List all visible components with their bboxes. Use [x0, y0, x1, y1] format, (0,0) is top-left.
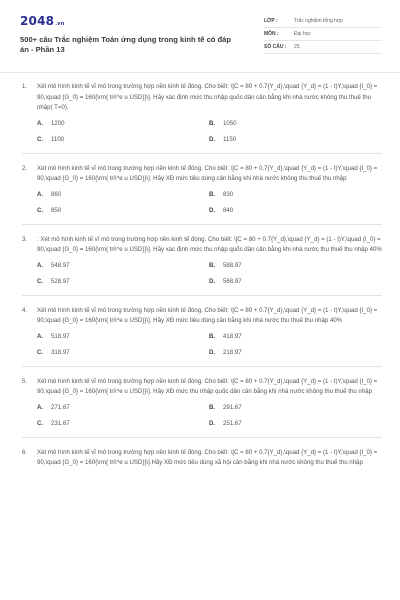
answer-option[interactable] — [37, 191, 209, 198]
answer-option[interactable] — [209, 191, 359, 198]
option-letter: C. — [37, 206, 44, 214]
question-number: 3. — [22, 235, 28, 243]
logo-suffix: .vn — [55, 21, 65, 27]
option-value: 1150 — [223, 135, 237, 143]
question-stem — [22, 306, 382, 327]
option-value: 840 — [223, 206, 234, 214]
option-value: 588.97 — [223, 261, 242, 269]
answer-option[interactable] — [209, 333, 359, 340]
answer-option[interactable] — [209, 349, 359, 356]
option-value: 850 — [51, 206, 62, 214]
option-value: 830 — [223, 190, 234, 198]
answer-option[interactable] — [209, 404, 359, 411]
option-value: 271.67 — [51, 403, 70, 411]
option-letter: B. — [209, 403, 216, 411]
meta-value: Đại học — [294, 31, 311, 37]
site-logo[interactable] — [20, 14, 235, 28]
option-value: 418.97 — [223, 332, 242, 340]
option-letter: B. — [209, 190, 216, 198]
question-text: Xét mô hình kinh tế vĩ mô trong trường hợp nền kinh tế đóng. Cho biết: \[C = 80 + 0.7{Y_d},\quad {Y_d} = (1 - t)Y,\quad {I_0} = 90,\quad {G_0} = 160{\rm{ tri\^e u USD}}\]. Hãy xác định mức thu nhập quốc dân cân bằng khi nhà nước không thu thuế thu nhập( T=0). — [37, 83, 378, 111]
option-letter: A. — [37, 190, 44, 198]
option-value: 251.67 — [223, 419, 242, 427]
question-item — [22, 306, 382, 367]
meta-row-class — [264, 15, 382, 28]
question-stem — [22, 164, 382, 185]
question-text: Xét mô hình kinh tế vĩ mô trong trường hợp nền kinh tế đóng. Cho biết: \[C = 80 + 0.7{Y_d},\quad {Y_d} = (1 - t)Y,\quad {I_0} = 90,\quad {G_0} = 160{\rm{ tri\^e u USD}}\]. Hãy XĐ mức thu nhập quốc dân cân bằng khi nhà nước không thu thuế thu nhập — [37, 377, 378, 395]
option-value: 860 — [51, 190, 62, 198]
question-number: 4. — [22, 306, 28, 314]
document-header — [20, 14, 382, 74]
option-letter: D. — [209, 348, 216, 356]
meta-label: SỐ CÂU : — [264, 44, 287, 50]
question-number: 1. — [22, 83, 28, 90]
answer-option[interactable] — [37, 404, 209, 411]
option-value: 1100 — [51, 135, 65, 143]
option-letter: C. — [37, 419, 44, 427]
question-number: 6. — [22, 448, 28, 456]
question-stem — [22, 377, 382, 398]
option-letter: A. — [37, 119, 44, 127]
option-letter: D. — [209, 419, 216, 427]
option-value: 548.97 — [51, 261, 70, 269]
answer-option[interactable] — [37, 420, 209, 427]
option-letter: B. — [209, 261, 216, 269]
meta-value: Trắc nghiệm tổng hợp — [294, 18, 343, 24]
meta-table — [264, 15, 382, 54]
answer-options — [37, 262, 382, 285]
answer-option[interactable] — [209, 278, 359, 285]
option-value: 528.97 — [51, 277, 70, 285]
option-letter: B. — [209, 119, 216, 127]
question-text: Xét mô hình kinh tế vĩ mô trong trường hợp nền kinh tế đóng. Cho biết: \[C = 80 + 0.7{Y_d},\quad {Y_d} = (1 - t)Y,\quad {I_0} = 90,\quad {G_0} = 160{\rm{ tri\^e u USD}}\].Hãy XĐ mức tiêu dùng xã hội cân bằng khi nhà nước không thu thuế thu nhập — [37, 448, 378, 466]
option-letter: D. — [209, 135, 216, 143]
meta-label: LỚP : — [264, 18, 278, 24]
question-text: Xét mô hình kinh tế vĩ mô trong trường hợp nền kinh tế đóng. Cho biết: \[C = 80 + 0.7{Y_d},\quad {Y_d} = (1 - t)Y,\quad {I_0} = 90,\quad {G_0} = 160{\rm{ tri\^e u USD}}\]. Hãy XĐ mức tiêu dùng cân bằng khi nhà nước thu thuế thu nhập 40% — [37, 306, 378, 324]
option-value: 1050 — [223, 119, 237, 127]
option-value: 291.67 — [223, 403, 242, 411]
question-item — [22, 448, 382, 479]
question-item — [22, 164, 382, 225]
meta-row-count — [264, 41, 382, 54]
option-value: 568.97 — [223, 277, 242, 285]
question-text: Xét mô hình kinh tế vĩ mô trong trường hợp nền kinh tế đóng. Cho biết: \[C = 80 + 0.7{Y_d},\quad {Y_d} = (1 - t)Y,\quad {I_0} = 90,\quad {G_0} = 160{\rm{ tri\^e u USD}}\]. Hãy XĐ mức tiêu dùng cân bằng khi nhà nước không thu thuế thu nhập — [37, 164, 378, 182]
question-stem — [22, 235, 382, 256]
answer-options — [37, 120, 382, 143]
brand-block — [20, 14, 235, 55]
option-value: 518.97 — [51, 332, 70, 340]
answer-option[interactable] — [209, 207, 359, 214]
answer-options — [37, 333, 382, 356]
answer-option[interactable] — [209, 420, 359, 427]
option-letter: C. — [37, 277, 44, 285]
meta-label: MÔN : — [264, 31, 279, 37]
answer-option[interactable] — [37, 262, 209, 269]
question-item — [22, 235, 382, 296]
option-letter: A. — [37, 403, 44, 411]
meta-value: 25 — [294, 44, 300, 50]
answer-option[interactable] — [37, 136, 209, 143]
answer-option[interactable] — [209, 120, 359, 127]
option-letter: D. — [209, 277, 216, 285]
meta-row-subject — [264, 28, 382, 41]
option-value: 1200 — [51, 119, 65, 127]
question-number: 5. — [22, 377, 28, 385]
question-item — [22, 377, 382, 438]
option-letter: A. — [37, 332, 44, 340]
answer-option[interactable] — [209, 262, 359, 269]
option-letter: C. — [37, 135, 44, 143]
answer-option[interactable] — [209, 136, 359, 143]
question-number: 2. — [22, 164, 28, 172]
answer-option[interactable] — [37, 333, 209, 340]
question-list — [22, 82, 382, 489]
option-letter: C. — [37, 348, 44, 356]
question-stem — [22, 448, 382, 469]
answer-option[interactable] — [37, 207, 209, 214]
answer-options — [37, 404, 382, 427]
question-stem — [22, 82, 382, 114]
option-value: 218.97 — [223, 348, 242, 356]
answer-option[interactable] — [37, 349, 209, 356]
answer-option[interactable] — [37, 120, 209, 127]
question-text: : Xét mô hình kinh tế vĩ mô trong trường hợp nền kinh tế đóng. Cho biết: \[C = 80 + 0.7{Y_d},\quad {Y_d} = (1 - t)Y,\quad {I_0} = 90,\quad {G_0} = 160{\rm{ tri\^e u USD}}\]. Hãy xác định mức thu nhập quốc dân cân bằng khi nhà nước thu thuế thu nhập 40% — [37, 235, 382, 253]
question-item — [22, 82, 382, 154]
option-letter: B. — [209, 332, 216, 340]
document-title: 500+ câu Trắc nghiệm Toán ứng dụng trong kinh tế có đáp án - Phần 13 — [20, 35, 232, 54]
option-letter: D. — [209, 206, 216, 214]
answer-option[interactable] — [37, 278, 209, 285]
logo-main: 2048 — [20, 14, 55, 28]
option-letter: A. — [37, 261, 44, 269]
answer-options — [37, 191, 382, 214]
header-divider — [0, 72, 400, 73]
option-value: 318.97 — [51, 348, 70, 356]
option-value: 231.67 — [51, 419, 70, 427]
